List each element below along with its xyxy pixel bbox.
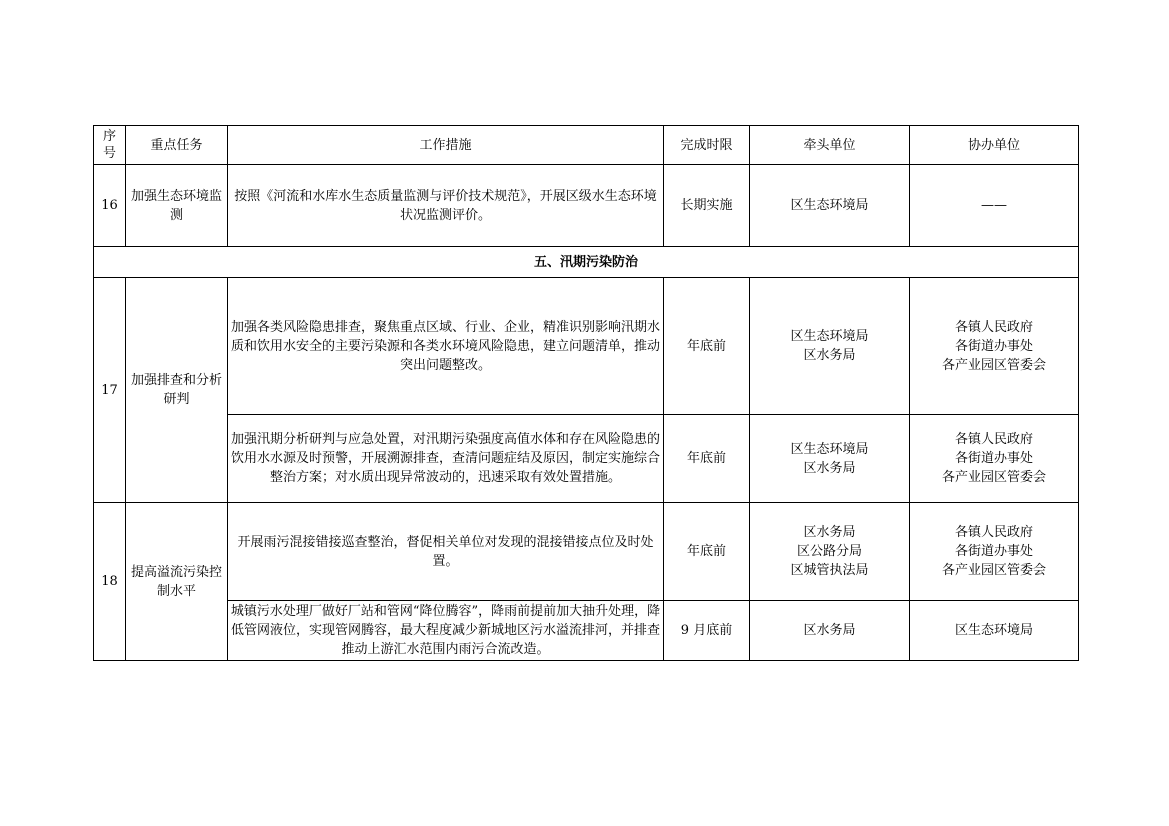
lead-unit: 区公路分局 <box>796 544 862 559</box>
header-deadline: 完成时限 <box>664 126 750 165</box>
table-header-row <box>94 126 1079 165</box>
lead-unit: 区水务局 <box>803 460 856 476</box>
lead-unit: 区水务局 <box>803 525 856 540</box>
row-measure: 开展雨污混接错接巡查整治，督促相关单位对发现的混接错接点位及时处置。 <box>228 503 664 601</box>
row-seq: 18 <box>94 503 126 661</box>
lead-unit: 区水务局 <box>803 623 856 638</box>
row-deadline: 年底前 <box>664 278 750 415</box>
assist-unit: 各街道办事处 <box>954 451 1033 466</box>
assist-unit: 各镇人民政府 <box>954 319 1033 335</box>
section-row <box>94 247 1079 278</box>
table-row <box>94 165 1079 247</box>
lead-unit: 区城管执法局 <box>790 563 869 578</box>
table-row <box>94 278 1079 415</box>
row-deadline: 年底前 <box>664 415 750 503</box>
row-task: 加强生态环境监测 <box>126 165 228 247</box>
row-task: 提高溢流污染控制水平 <box>126 503 228 661</box>
task-table <box>93 125 1079 661</box>
row-measure: 城镇污水处理厂做好厂站和管网“降位腾容”，降雨前提前加大抽升处理，降低管网液位，实现管网腾容，最大程度减少新城地区污水溢流排河，并排查推动上游汇水范围内雨污合流改造。 <box>228 601 664 661</box>
table-row <box>94 601 1079 661</box>
row-measure: 加强各类风险隐患排查，聚焦重点区域、行业、企业，精准识别影响汛期水质和饮用水安全的主要污染源和各类水环境风险隐患，建立问题清单，推动突出问题整改。 <box>228 278 664 415</box>
lead-unit: 区生态环境局 <box>790 441 869 457</box>
row-lead <box>750 415 910 503</box>
lead-unit: 区生态环境局 <box>790 329 869 344</box>
row-seq: 16 <box>94 165 126 247</box>
row-measure: 加强汛期分析研判与应急处置，对汛期污染强度高值水体和存在风险隐患的饮用水水源及时预警，开展溯源排查，查清问题症结及原因，制定实施综合整治方案；对水质出现异常波动的，迅速采取有效处置措施。 <box>228 415 664 503</box>
section-title: 五、汛期污染防治 <box>94 247 1079 278</box>
header-task: 重点任务 <box>126 126 228 165</box>
header-lead: 牵头单位 <box>750 126 910 165</box>
row-lead <box>750 278 910 415</box>
table-row <box>94 415 1079 503</box>
row-lead <box>750 165 910 247</box>
header-assist: 协办单位 <box>910 126 1079 165</box>
row-deadline: 9 月底前 <box>664 601 750 661</box>
row-deadline: 年底前 <box>664 503 750 601</box>
row-task: 加强排查和分析研判 <box>126 278 228 503</box>
lead-unit: 区水务局 <box>803 348 856 363</box>
row-deadline: 长期实施 <box>664 165 750 247</box>
assist-unit: 区生态环境局 <box>954 623 1033 638</box>
row-assist <box>910 601 1079 661</box>
assist-unit: 各产业园区管委会 <box>941 563 1046 578</box>
row-measure: 按照《河流和水库水生态质量监测与评价技术规范》，开展区级水生态环境状况监测评价。 <box>228 165 664 247</box>
table-row <box>94 503 1079 601</box>
assist-unit: 各产业园区管委会 <box>941 470 1046 485</box>
assist-unit: 各镇人民政府 <box>954 432 1033 447</box>
row-assist <box>910 278 1079 415</box>
assist-unit: 各镇人民政府 <box>954 525 1033 540</box>
row-lead <box>750 503 910 601</box>
assist-unit: —— <box>981 198 1007 213</box>
assist-unit: 各街道办事处 <box>954 338 1033 354</box>
row-seq: 17 <box>94 278 126 503</box>
assist-unit: 各街道办事处 <box>954 544 1033 559</box>
lead-unit: 区生态环境局 <box>790 198 869 213</box>
header-seq: 序号 <box>94 126 126 165</box>
assist-unit: 各产业园区管委会 <box>941 357 1046 373</box>
header-measure: 工作措施 <box>228 126 664 165</box>
row-assist <box>910 415 1079 503</box>
row-assist <box>910 165 1079 247</box>
row-lead <box>750 601 910 661</box>
row-assist <box>910 503 1079 601</box>
